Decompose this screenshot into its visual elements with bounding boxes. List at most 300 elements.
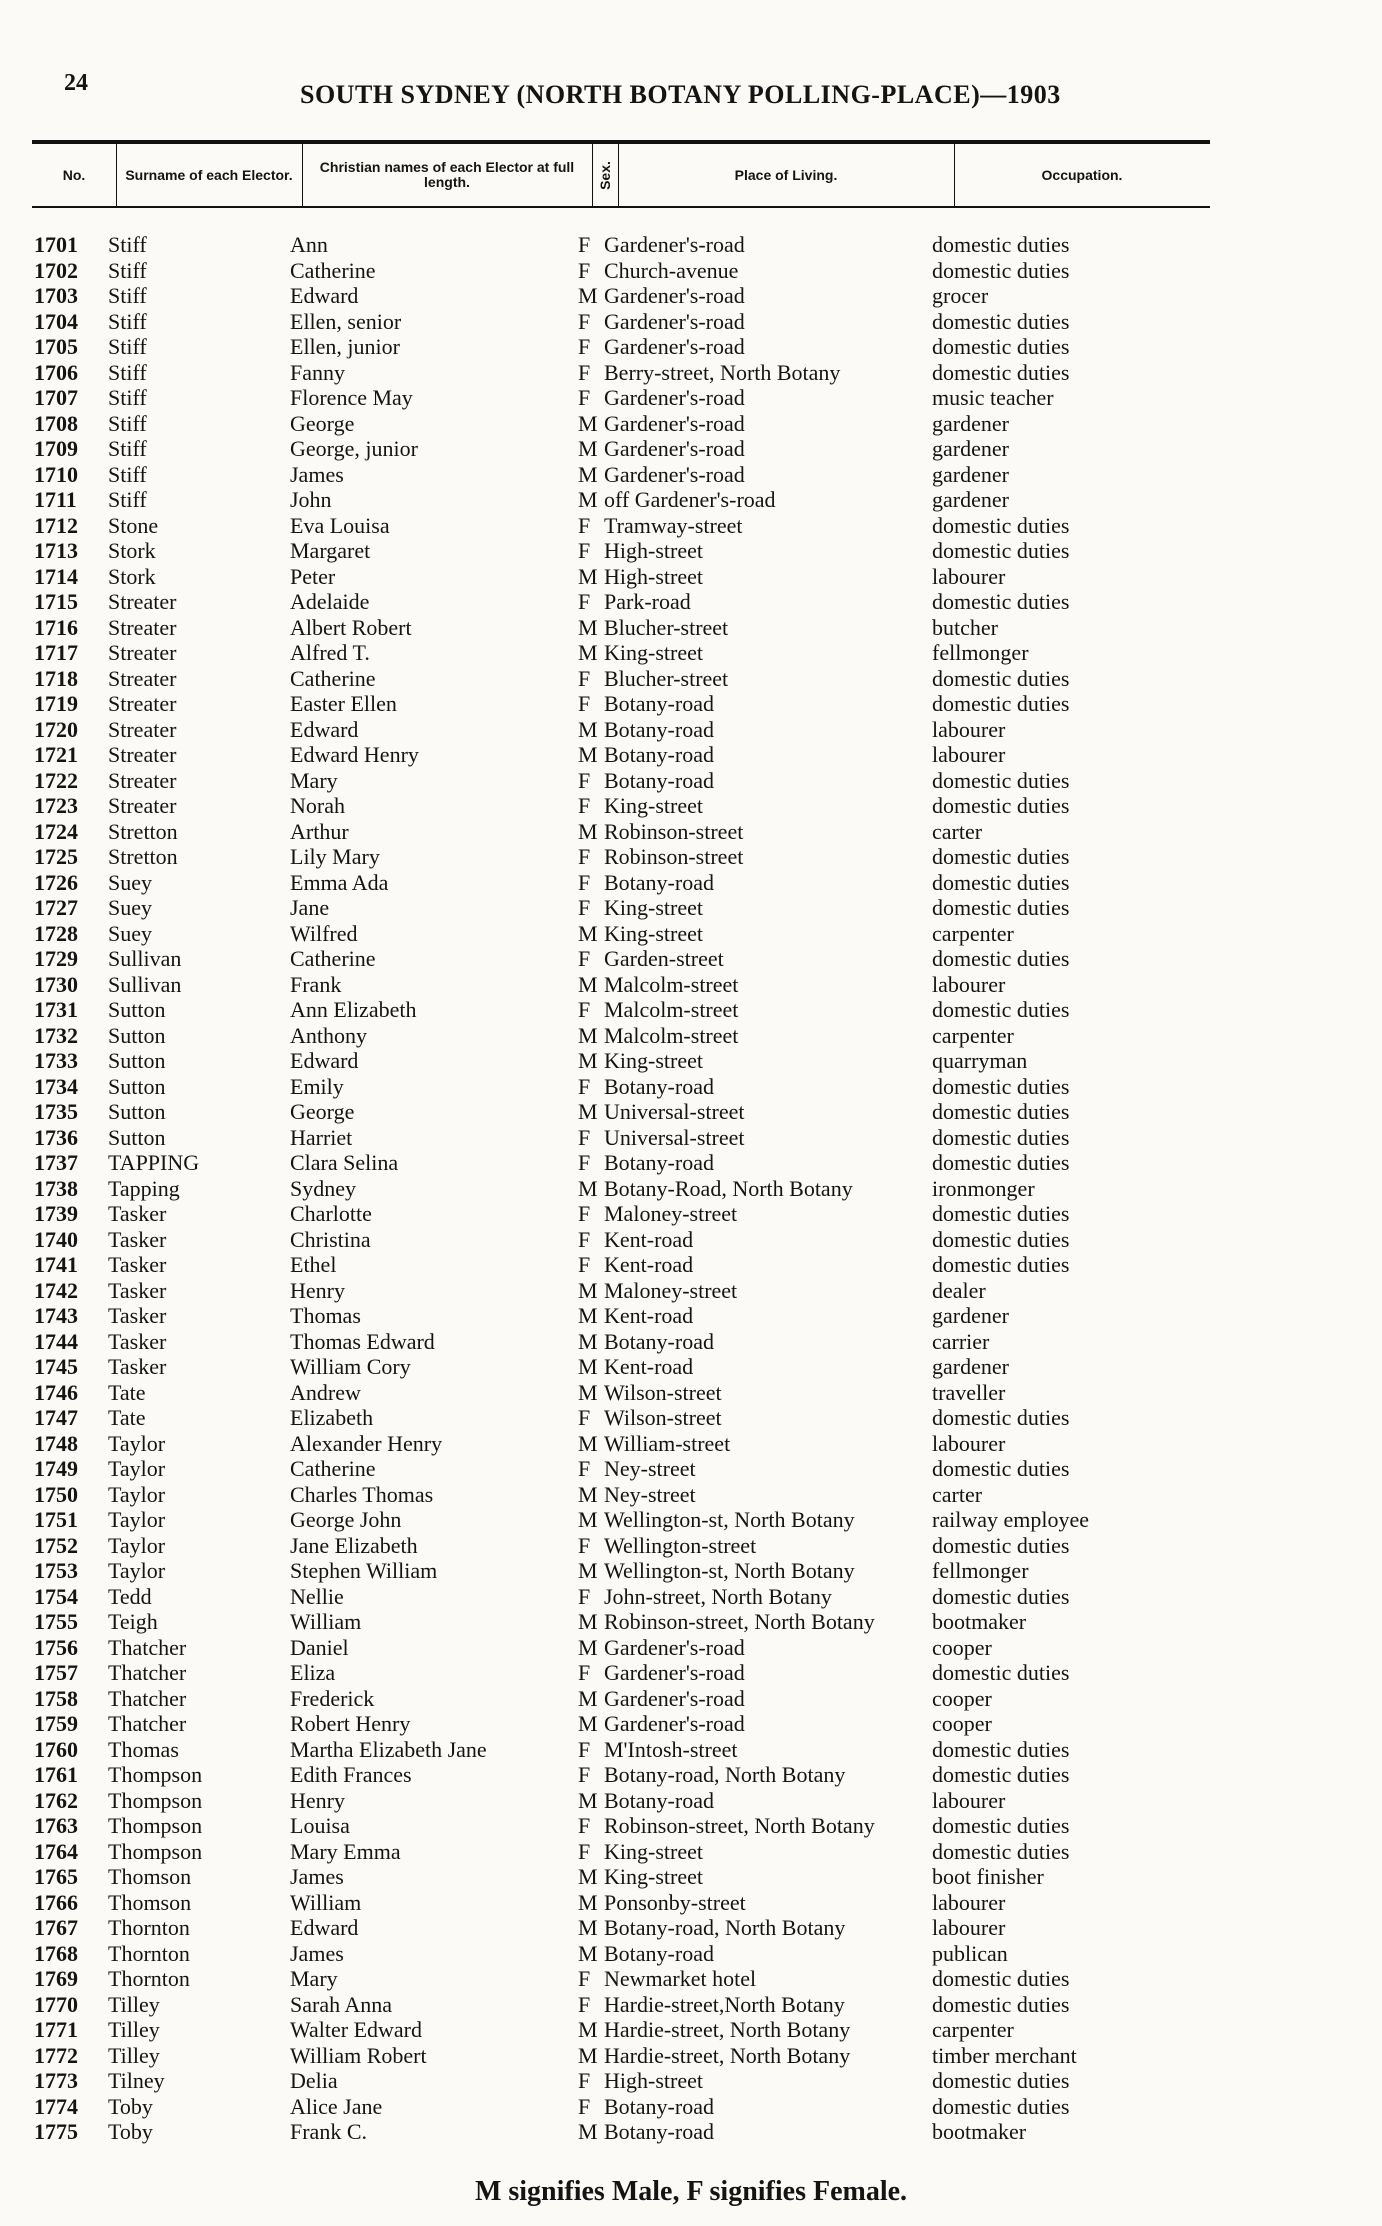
- elector-occupation: domestic duties: [932, 1099, 1070, 1124]
- elector-surname: Streater: [108, 716, 177, 742]
- elector-place-of-living: Universal-street: [604, 1099, 745, 1124]
- table-row: [0, 283, 1382, 309]
- elector-christian-names: Alexander Henry: [290, 1430, 443, 1456]
- elector-christian-names: Harriet: [290, 1124, 353, 1150]
- elector-place-of-living: Gardener's-road: [604, 436, 745, 461]
- elector-christian-names: Sydney: [290, 1175, 356, 1201]
- elector-place-of-living: Robinson-street: [604, 844, 744, 869]
- elector-place-of-living: Botany-road, North Botany: [604, 1915, 846, 1940]
- elector-place-of-living: King-street: [604, 640, 703, 665]
- elector-sex: M: [578, 1481, 598, 1507]
- elector-occupation: gardener: [932, 1303, 1009, 1328]
- elector-sex: F: [578, 1762, 591, 1787]
- elector-place-of-living: Blucher-street: [604, 614, 729, 640]
- elector-number: 1727: [34, 895, 78, 920]
- elector-occupation: carpenter: [932, 2017, 1014, 2042]
- elector-surname: Taylor: [108, 1481, 166, 1507]
- elector-christian-names: Catherine: [290, 665, 376, 691]
- elector-christian-names: Eliza: [290, 1660, 336, 1685]
- elector-number: 1705: [34, 334, 78, 359]
- elector-number: 1735: [34, 1099, 78, 1124]
- elector-sex: F: [578, 869, 591, 895]
- elector-christian-names: Edith Frances: [290, 1762, 412, 1787]
- elector-occupation: domestic duties: [932, 1762, 1070, 1787]
- elector-place-of-living: Botany-road: [604, 1940, 714, 1966]
- elector-occupation: domestic duties: [932, 334, 1070, 359]
- elector-surname: Stiff: [108, 410, 147, 436]
- elector-place-of-living: Botany-Road, North Botany: [604, 1175, 853, 1201]
- elector-sex: M: [578, 2017, 598, 2042]
- elector-christian-names: Louisa: [290, 1813, 350, 1838]
- elector-surname: Thomson: [108, 1889, 192, 1915]
- elector-number: 1731: [34, 997, 78, 1022]
- elector-surname: Thatcher: [108, 1711, 187, 1736]
- table-row: [0, 1635, 1382, 1661]
- elector-number: 1701: [34, 232, 78, 257]
- elector-number: 1703: [34, 283, 78, 308]
- elector-number: 1749: [34, 1456, 78, 1481]
- table-row: [0, 819, 1382, 845]
- table-row: [0, 1558, 1382, 1584]
- elector-occupation: domestic duties: [932, 869, 1070, 895]
- elector-sex: F: [578, 385, 591, 410]
- table-row: [0, 2043, 1382, 2069]
- elector-surname: Tate: [108, 1379, 146, 1405]
- elector-surname: Teigh: [108, 1609, 158, 1634]
- elector-place-of-living: Malcolm-street: [604, 971, 739, 997]
- elector-number: 1766: [34, 1889, 78, 1915]
- elector-number: 1714: [34, 563, 78, 589]
- elector-occupation: domestic duties: [932, 1532, 1070, 1558]
- elector-sex: F: [578, 359, 591, 385]
- table-row: [0, 1890, 1382, 1916]
- elector-occupation: gardener: [932, 436, 1009, 461]
- elector-surname: Sullivan: [108, 971, 182, 997]
- table-row: [0, 1482, 1382, 1508]
- elector-surname: Thatcher: [108, 1660, 187, 1685]
- header-place-of-living: Place of Living.: [618, 144, 955, 206]
- elector-occupation: domestic duties: [932, 1991, 1070, 2017]
- elector-sex: M: [578, 1507, 598, 1532]
- elector-occupation: labourer: [932, 1787, 1006, 1813]
- elector-number: 1715: [34, 589, 78, 614]
- elector-occupation: timber merchant: [932, 2042, 1077, 2068]
- elector-sex: M: [578, 1277, 598, 1303]
- elector-occupation: domestic duties: [932, 767, 1070, 793]
- elector-surname: Stiff: [108, 308, 147, 334]
- elector-sex: F: [578, 1252, 591, 1277]
- elector-occupation: traveller: [932, 1379, 1006, 1405]
- elector-christian-names: Elizabeth: [290, 1405, 374, 1430]
- elector-sex: F: [578, 1838, 591, 1864]
- elector-sex: M: [578, 1354, 598, 1379]
- elector-sex: F: [578, 257, 591, 283]
- header-surname: Surname of each Elector.: [116, 144, 303, 206]
- table-row: [0, 385, 1382, 411]
- elector-place-of-living: Botany-road: [604, 1073, 714, 1099]
- elector-occupation: domestic duties: [932, 1226, 1070, 1252]
- elector-number: 1702: [34, 257, 78, 283]
- elector-sex: M: [578, 1328, 598, 1354]
- elector-sex: M: [578, 1022, 598, 1048]
- elector-number: 1737: [34, 1150, 78, 1175]
- elector-occupation: labourer: [932, 1430, 1006, 1456]
- elector-sex: F: [578, 589, 591, 614]
- elector-number: 1759: [34, 1711, 78, 1736]
- elector-surname: Stone: [108, 512, 159, 538]
- elector-surname: Thompson: [108, 1762, 203, 1787]
- elector-surname: Tapping: [108, 1175, 180, 1201]
- elector-number: 1748: [34, 1430, 78, 1456]
- elector-occupation: carpenter: [932, 920, 1014, 946]
- elector-surname: Sutton: [108, 1124, 166, 1150]
- elector-christian-names: Alice Jane: [290, 2093, 383, 2119]
- elector-sex: M: [578, 1787, 598, 1813]
- elector-christian-names: Charlotte: [290, 1201, 372, 1226]
- elector-number: 1774: [34, 2093, 78, 2119]
- elector-surname: Streater: [108, 793, 177, 818]
- elector-number: 1764: [34, 1838, 78, 1864]
- elector-place-of-living: Botany-road: [604, 2093, 714, 2119]
- elector-christian-names: William: [290, 1889, 362, 1915]
- elector-sex: F: [578, 1456, 591, 1481]
- elector-surname: Tasker: [108, 1226, 167, 1252]
- elector-surname: Thompson: [108, 1838, 203, 1864]
- table-row: [0, 640, 1382, 666]
- elector-number: 1721: [34, 742, 78, 767]
- elector-number: 1761: [34, 1762, 78, 1787]
- elector-number: 1747: [34, 1405, 78, 1430]
- elector-occupation: bootmaker: [932, 2119, 1027, 2144]
- table-row: [0, 1354, 1382, 1380]
- elector-occupation: domestic duties: [932, 1073, 1070, 1099]
- elector-number: 1763: [34, 1813, 78, 1838]
- elector-number: 1769: [34, 1966, 78, 1991]
- table-row: [0, 1150, 1382, 1176]
- elector-surname: Tasker: [108, 1277, 167, 1303]
- elector-surname: Stiff: [108, 334, 147, 359]
- elector-christian-names: Fanny: [290, 359, 345, 385]
- elector-place-of-living: Newmarket hotel: [604, 1966, 757, 1991]
- elector-occupation: domestic duties: [932, 1813, 1070, 1838]
- elector-place-of-living: High-street: [604, 2068, 703, 2093]
- elector-occupation: domestic duties: [932, 2093, 1070, 2119]
- elector-surname: Stiff: [108, 232, 147, 257]
- elector-occupation: domestic duties: [932, 1583, 1070, 1609]
- table-row: [0, 1278, 1382, 1304]
- elector-christian-names: Ellen, junior: [290, 334, 400, 359]
- elector-surname: Tilley: [108, 1991, 160, 2017]
- elector-surname: Tasker: [108, 1201, 167, 1226]
- elector-number: 1725: [34, 844, 78, 869]
- elector-occupation: domestic duties: [932, 1838, 1070, 1864]
- elector-christian-names: Mary: [290, 767, 338, 793]
- elector-place-of-living: Tramway-street: [604, 512, 743, 538]
- table-row: [0, 1405, 1382, 1431]
- elector-sex: M: [578, 614, 598, 640]
- elector-number: 1773: [34, 2068, 78, 2093]
- elector-occupation: labourer: [932, 1889, 1006, 1915]
- elector-christian-names: Anthony: [290, 1022, 367, 1048]
- elector-place-of-living: Garden-street: [604, 946, 724, 971]
- elector-surname: Sutton: [108, 997, 166, 1022]
- elector-place-of-living: John-street, North Botany: [604, 1583, 832, 1609]
- elector-christian-names: Charles Thomas: [290, 1481, 434, 1507]
- elector-number: 1733: [34, 1048, 78, 1073]
- elector-number: 1719: [34, 691, 78, 716]
- elector-surname: Stiff: [108, 385, 147, 410]
- elector-surname: Tate: [108, 1405, 146, 1430]
- elector-number: 1710: [34, 461, 78, 487]
- elector-christian-names: William Cory: [290, 1354, 411, 1379]
- elector-occupation: ironmonger: [932, 1175, 1035, 1201]
- elector-sex: F: [578, 665, 591, 691]
- elector-place-of-living: King-street: [604, 1048, 703, 1073]
- table-row: [0, 1099, 1382, 1125]
- elector-sex: M: [578, 1303, 598, 1328]
- table-row: [0, 1048, 1382, 1074]
- elector-surname: Stork: [108, 563, 156, 589]
- elector-sex: M: [578, 1430, 598, 1456]
- elector-sex: F: [578, 1532, 591, 1558]
- table-row: [0, 1303, 1382, 1329]
- elector-christian-names: Peter: [290, 563, 336, 589]
- elector-surname: Streater: [108, 742, 177, 767]
- elector-surname: Taylor: [108, 1532, 166, 1558]
- table-row: [0, 1839, 1382, 1865]
- elector-number: 1709: [34, 436, 78, 461]
- elector-place-of-living: Kent-road: [604, 1226, 694, 1252]
- elector-sex: F: [578, 1201, 591, 1226]
- table-row: [0, 1711, 1382, 1737]
- elector-christian-names: Thomas: [290, 1303, 361, 1328]
- table-row: [0, 1507, 1382, 1533]
- elector-place-of-living: Wilson-street: [604, 1405, 722, 1430]
- elector-number: 1775: [34, 2119, 78, 2144]
- elector-occupation: carter: [932, 818, 983, 844]
- elector-christian-names: Christina: [290, 1226, 371, 1252]
- elector-surname: Sutton: [108, 1073, 166, 1099]
- elector-christian-names: Edward Henry: [290, 742, 419, 767]
- elector-place-of-living: Ney-street: [604, 1456, 696, 1481]
- elector-surname: Thompson: [108, 1787, 203, 1813]
- elector-place-of-living: Malcolm-street: [604, 1022, 739, 1048]
- page-title: SOUTH SYDNEY (NORTH BOTANY POLLING-PLACE)—1903: [300, 80, 1061, 109]
- elector-number: 1708: [34, 410, 78, 436]
- elector-occupation: domestic duties: [932, 793, 1070, 818]
- elector-number: 1762: [34, 1787, 78, 1813]
- elector-christian-names: Frank: [290, 971, 342, 997]
- elector-surname: Tilney: [108, 2068, 165, 2093]
- elector-christian-names: Ann Elizabeth: [290, 997, 417, 1022]
- elector-place-of-living: Gardener's-road: [604, 334, 745, 359]
- elector-number: 1742: [34, 1277, 78, 1303]
- table-row: [0, 793, 1382, 819]
- elector-place-of-living: Universal-street: [604, 1124, 745, 1150]
- elector-christian-names: Norah: [290, 793, 345, 818]
- elector-surname: Thomas: [108, 1736, 179, 1762]
- elector-surname: Streater: [108, 640, 177, 665]
- elector-christian-names: Adelaide: [290, 589, 370, 614]
- elector-surname: Tasker: [108, 1354, 167, 1379]
- elector-place-of-living: Wilson-street: [604, 1379, 722, 1405]
- elector-place-of-living: King-street: [604, 895, 703, 920]
- table-row: [0, 2017, 1382, 2043]
- elector-christian-names: Walter Edward: [290, 2017, 422, 2042]
- elector-sex: M: [578, 410, 598, 436]
- elector-surname: Stiff: [108, 359, 147, 385]
- elector-surname: Suey: [108, 869, 152, 895]
- elector-place-of-living: King-street: [604, 920, 703, 946]
- elector-number: 1757: [34, 1660, 78, 1685]
- elector-place-of-living: Botany-road: [604, 742, 714, 767]
- elector-christian-names: Catherine: [290, 1456, 376, 1481]
- elector-sex: M: [578, 971, 598, 997]
- elector-surname: Thornton: [108, 1966, 190, 1991]
- elector-christian-names: Daniel: [290, 1634, 349, 1660]
- elector-occupation: domestic duties: [932, 895, 1070, 920]
- elector-surname: Toby: [108, 2093, 153, 2119]
- elector-sex: M: [578, 1864, 598, 1889]
- elector-sex: F: [578, 1405, 591, 1430]
- table-row: [0, 1329, 1382, 1355]
- elector-number: 1756: [34, 1634, 78, 1660]
- elector-christian-names: Martha Elizabeth Jane: [290, 1736, 487, 1762]
- table-row: [0, 1456, 1382, 1482]
- elector-sex: M: [578, 742, 598, 767]
- elector-number: 1738: [34, 1175, 78, 1201]
- table-row: [0, 1686, 1382, 1712]
- elector-christian-names: George, junior: [290, 436, 418, 461]
- elector-sex: M: [578, 640, 598, 665]
- elector-sex: F: [578, 512, 591, 538]
- elector-place-of-living: Park-road: [604, 589, 691, 614]
- elector-number: 1729: [34, 946, 78, 971]
- table-row: [0, 1176, 1382, 1202]
- elector-place-of-living: Wellington-st, North Botany: [604, 1558, 855, 1583]
- elector-sex: M: [578, 1175, 598, 1201]
- elector-occupation: domestic duties: [932, 1405, 1070, 1430]
- elector-christian-names: Wilfred: [290, 920, 358, 946]
- elector-sex: M: [578, 1379, 598, 1405]
- elector-christian-names: Sarah Anna: [290, 1991, 393, 2017]
- elector-occupation: carpenter: [932, 1022, 1014, 1048]
- elector-surname: Stiff: [108, 283, 147, 308]
- elector-place-of-living: Botany-road: [604, 1150, 714, 1175]
- elector-number: 1713: [34, 538, 78, 563]
- elector-surname: Tilley: [108, 2017, 160, 2042]
- elector-place-of-living: Botany-road: [604, 1787, 714, 1813]
- elector-number: 1753: [34, 1558, 78, 1583]
- table-row: [0, 742, 1382, 768]
- table-row: [0, 589, 1382, 615]
- table-row: [0, 2068, 1382, 2094]
- table-row: [0, 1992, 1382, 2018]
- elector-number: 1730: [34, 971, 78, 997]
- elector-place-of-living: Kent-road: [604, 1252, 694, 1277]
- elector-place-of-living: Hardie-street,North Botany: [604, 1991, 845, 2017]
- elector-surname: Stiff: [108, 436, 147, 461]
- elector-occupation: labourer: [932, 716, 1006, 742]
- elector-number: 1718: [34, 665, 78, 691]
- elector-sex: M: [578, 920, 598, 946]
- table-row: [0, 1380, 1382, 1406]
- elector-place-of-living: Blucher-street: [604, 665, 729, 691]
- elector-number: 1750: [34, 1481, 78, 1507]
- elector-number: 1728: [34, 920, 78, 946]
- elector-sex: M: [578, 1609, 598, 1634]
- elector-occupation: labourer: [932, 1915, 1006, 1940]
- elector-occupation: bootmaker: [932, 1609, 1027, 1634]
- elector-place-of-living: King-street: [604, 793, 703, 818]
- elector-place-of-living: Robinson-street, North Botany: [604, 1813, 875, 1838]
- table-row: [0, 232, 1382, 258]
- elector-surname: Suey: [108, 920, 152, 946]
- elector-place-of-living: Wellington-st, North Botany: [604, 1507, 855, 1532]
- elector-occupation: domestic duties: [932, 665, 1070, 691]
- table-row: [0, 1762, 1382, 1788]
- table-row: [0, 1201, 1382, 1227]
- elector-christian-names: Mary: [290, 1966, 338, 1991]
- table-row: [0, 411, 1382, 437]
- elector-surname: Sutton: [108, 1022, 166, 1048]
- elector-place-of-living: Robinson-street: [604, 818, 744, 844]
- elector-surname: Suey: [108, 895, 152, 920]
- elector-christian-names: Emma Ada: [290, 869, 389, 895]
- elector-sex: F: [578, 895, 591, 920]
- elector-number: 1734: [34, 1073, 78, 1099]
- elector-christian-names: Jane Elizabeth: [290, 1532, 418, 1558]
- table-row: [0, 436, 1382, 462]
- elector-number: 1746: [34, 1379, 78, 1405]
- elector-surname: Taylor: [108, 1456, 166, 1481]
- header-christian-names: Christian names of each Elector at full length.: [302, 144, 593, 206]
- table-row: [0, 1966, 1382, 1992]
- elector-occupation: gardener: [932, 410, 1009, 436]
- elector-place-of-living: Gardener's-road: [604, 461, 745, 487]
- elector-surname: Tilley: [108, 2042, 160, 2068]
- elector-sex: M: [578, 2042, 598, 2068]
- elector-occupation: publican: [932, 1940, 1008, 1966]
- elector-number: 1760: [34, 1736, 78, 1762]
- elector-christian-names: James: [290, 1864, 344, 1889]
- elector-christian-names: Margaret: [290, 538, 371, 563]
- elector-place-of-living: Gardener's-road: [604, 283, 745, 308]
- elector-surname: Tasker: [108, 1303, 167, 1328]
- table-row: [0, 946, 1382, 972]
- elector-sex: F: [578, 308, 591, 334]
- elector-number: 1724: [34, 818, 78, 844]
- elector-christian-names: Delia: [290, 2068, 338, 2093]
- elector-christian-names: Clara Selina: [290, 1150, 399, 1175]
- elector-sex: M: [578, 1048, 598, 1073]
- elector-number: 1707: [34, 385, 78, 410]
- elector-sex: F: [578, 1966, 591, 1991]
- elector-number: 1741: [34, 1252, 78, 1277]
- elector-sex: F: [578, 767, 591, 793]
- table-row: [0, 564, 1382, 590]
- elector-occupation: gardener: [932, 1354, 1009, 1379]
- elector-place-of-living: Maloney-street: [604, 1201, 738, 1226]
- elector-place-of-living: Hardie-street, North Botany: [604, 2042, 851, 2068]
- elector-occupation: domestic duties: [932, 1252, 1070, 1277]
- elector-surname: Tedd: [108, 1583, 152, 1609]
- elector-number: 1755: [34, 1609, 78, 1634]
- elector-place-of-living: Robinson-street, North Botany: [604, 1609, 875, 1634]
- elector-surname: Stretton: [108, 818, 178, 844]
- elector-sex: F: [578, 1991, 591, 2017]
- elector-sex: M: [578, 563, 598, 589]
